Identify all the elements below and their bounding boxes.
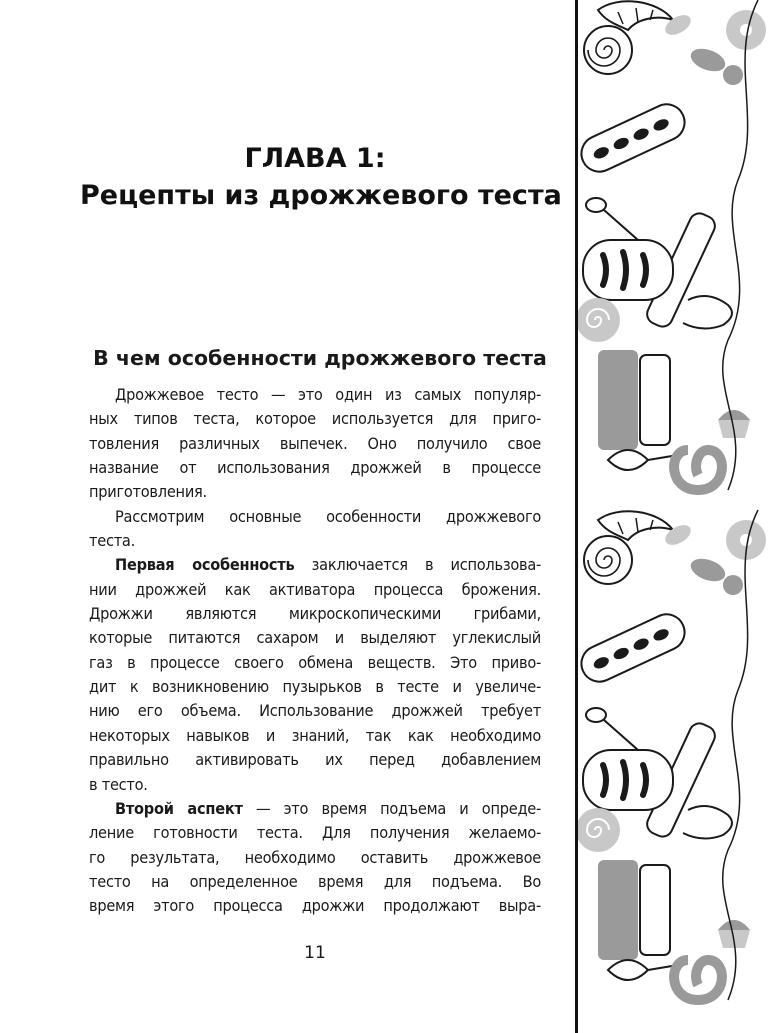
text-line: теста.	[89, 531, 135, 551]
bakery-ornament-border	[578, 0, 768, 1033]
text-line: название от использования дрожжей в процессе	[89, 458, 541, 478]
text-line: некоторых навыков и знаний, так как необходимо	[89, 725, 541, 745]
text-fragment: заключается в использова-	[294, 555, 541, 575]
section-title: В чем особенности дрожжевого теста	[93, 346, 547, 370]
text-line: правильно активировать их перед добавлением	[89, 750, 541, 770]
text-line: нии дрожжей как активатора процесса брожения.	[89, 579, 541, 599]
body-text	[89, 383, 541, 919]
text-line: Дрожжи являются микроскопическими грибами,	[89, 604, 541, 624]
chapter-heading	[80, 140, 562, 214]
bold-lead: Первая особенность	[115, 555, 295, 575]
text-line: газ в процессе своего обмена веществ. Это приво-	[89, 652, 541, 672]
text-line: ление готовности теста. Для получения желаемо-	[89, 823, 541, 843]
text-fragment: — это время подъема и опреде-	[242, 798, 541, 818]
chapter-label: ГЛАВА 1:	[244, 143, 386, 174]
page-number: 11	[304, 943, 326, 963]
text-line: Дрожжевое тесто — это один из самых популяр-	[115, 385, 541, 404]
text-line: Рассмотрим основные особенности дрожжевого	[115, 506, 541, 526]
text-line: тесто на определенное время для подъема. Во	[89, 871, 541, 891]
text-line: дит к возникновению пузырьков в тесте и увеличе-	[89, 677, 541, 697]
bold-lead: Второй аспект	[115, 798, 243, 818]
text-line	[89, 797, 541, 821]
text-line: в тесто.	[89, 774, 148, 794]
text-line	[89, 553, 541, 577]
text-line: го результата, необходимо оставить дрожжевое	[89, 847, 541, 867]
text-line: товления различных выпечек. Оно получило свое	[89, 433, 541, 453]
text-line: приготовления.	[89, 482, 207, 502]
text-line: нию его объема. Использование дрожжей требует	[89, 701, 541, 721]
text-line: ных типов теста, которое используется для приго-	[89, 409, 541, 429]
text-line: которые питаются сахаром и выделяют углекислый	[89, 628, 541, 648]
text-line: время этого процесса дрожжи продолжают выра-	[89, 896, 541, 916]
chapter-title: Рецепты из дрожжевого теста	[80, 180, 562, 211]
